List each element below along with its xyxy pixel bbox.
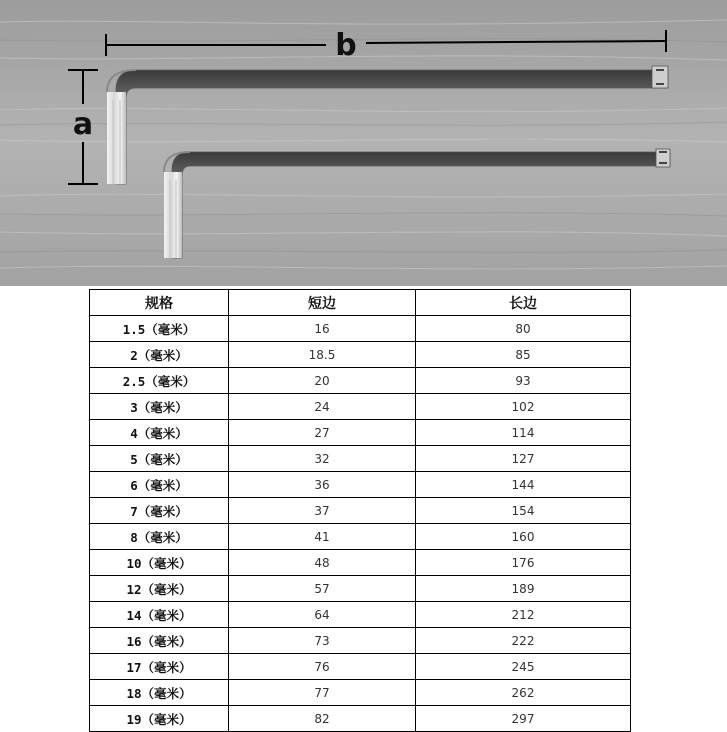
- cell-spec: 6（毫米）: [90, 472, 229, 498]
- table-row: [90, 550, 631, 576]
- cell-short-side: 64: [229, 602, 416, 628]
- table-row: [90, 498, 631, 524]
- header-short-side: 短边: [229, 290, 416, 316]
- hex-key-size-table: [89, 289, 631, 732]
- cell-spec: 2.5（毫米）: [90, 368, 229, 394]
- hex-key-illustration: [0, 0, 727, 286]
- cell-short-side: 41: [229, 524, 416, 550]
- cell-spec: 12（毫米）: [90, 576, 229, 602]
- header-spec: 规格: [90, 290, 229, 316]
- cell-spec: 18（毫米）: [90, 680, 229, 706]
- table-row: [90, 680, 631, 706]
- cell-short-side: 16: [229, 316, 416, 342]
- cell-short-side: 20: [229, 368, 416, 394]
- cell-spec: 14（毫米）: [90, 602, 229, 628]
- cell-spec: 2（毫米）: [90, 342, 229, 368]
- cell-spec: 7（毫米）: [90, 498, 229, 524]
- table-row: [90, 316, 631, 342]
- cell-spec: 19（毫米）: [90, 706, 229, 732]
- dimension-b-label: b: [335, 28, 357, 63]
- cell-short-side: 18.5: [229, 342, 416, 368]
- cell-long-side: 144: [416, 472, 631, 498]
- cell-short-side: 57: [229, 576, 416, 602]
- cell-long-side: 154: [416, 498, 631, 524]
- header-long-side: 长边: [416, 290, 631, 316]
- cell-spec: 4（毫米）: [90, 420, 229, 446]
- cell-short-side: 82: [229, 706, 416, 732]
- dimension-a-label: a: [72, 107, 94, 142]
- cell-long-side: 262: [416, 680, 631, 706]
- cell-short-side: 32: [229, 446, 416, 472]
- cell-long-side: 222: [416, 628, 631, 654]
- cell-long-side: 212: [416, 602, 631, 628]
- cell-long-side: 80: [416, 316, 631, 342]
- cell-short-side: 76: [229, 654, 416, 680]
- table-row: [90, 368, 631, 394]
- cell-long-side: 114: [416, 420, 631, 446]
- table-row: [90, 628, 631, 654]
- cell-long-side: 160: [416, 524, 631, 550]
- cell-long-side: 93: [416, 368, 631, 394]
- cell-long-side: 127: [416, 446, 631, 472]
- cell-long-side: 102: [416, 394, 631, 420]
- cell-short-side: 27: [229, 420, 416, 446]
- table-header-row: [90, 290, 631, 316]
- cell-short-side: 48: [229, 550, 416, 576]
- table-row: [90, 394, 631, 420]
- table-row: [90, 706, 631, 732]
- cell-short-side: 36: [229, 472, 416, 498]
- table-row: [90, 602, 631, 628]
- table-row: [90, 446, 631, 472]
- cell-long-side: 245: [416, 654, 631, 680]
- table-row: [90, 654, 631, 680]
- table-row: [90, 524, 631, 550]
- table-row: [90, 342, 631, 368]
- cell-spec: 16（毫米）: [90, 628, 229, 654]
- cell-long-side: 189: [416, 576, 631, 602]
- cell-short-side: 37: [229, 498, 416, 524]
- cell-spec: 17（毫米）: [90, 654, 229, 680]
- cell-long-side: 85: [416, 342, 631, 368]
- table-row: [90, 472, 631, 498]
- cell-spec: 1.5（毫米）: [90, 316, 229, 342]
- cell-long-side: 297: [416, 706, 631, 732]
- cell-short-side: 73: [229, 628, 416, 654]
- table-row: [90, 576, 631, 602]
- cell-spec: 8（毫米）: [90, 524, 229, 550]
- cell-spec: 5（毫米）: [90, 446, 229, 472]
- cell-spec: 10（毫米）: [90, 550, 229, 576]
- hex-key-photo: [0, 0, 727, 286]
- table-row: [90, 420, 631, 446]
- cell-short-side: 77: [229, 680, 416, 706]
- cell-spec: 3（毫米）: [90, 394, 229, 420]
- cell-long-side: 176: [416, 550, 631, 576]
- cell-short-side: 24: [229, 394, 416, 420]
